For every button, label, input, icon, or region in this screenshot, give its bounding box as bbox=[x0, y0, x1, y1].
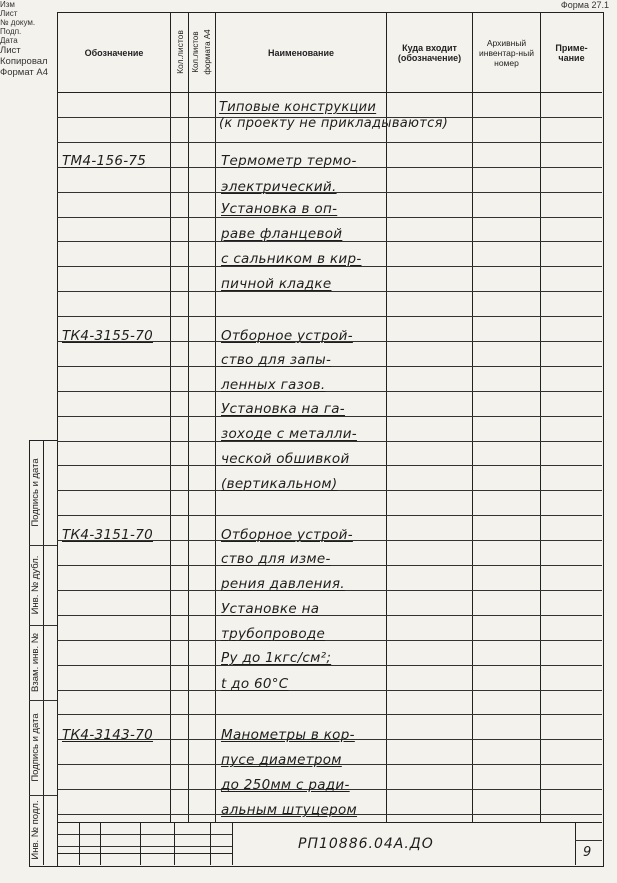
row-rule bbox=[57, 690, 602, 691]
entry-4-line-3: до 250мм с ради- bbox=[221, 777, 350, 793]
row-rule bbox=[57, 515, 602, 516]
row-rule bbox=[57, 391, 602, 392]
entry-1-line-4: раве фланцевой bbox=[221, 226, 343, 242]
sheet-number: 9 bbox=[583, 845, 592, 860]
section-title-line-1: Типовые конструкции bbox=[219, 100, 377, 115]
entry-3-line-3: рения давления. bbox=[221, 576, 345, 592]
tb-col-sign: Подп. bbox=[0, 27, 22, 36]
tb-col-sheet: Лист bbox=[0, 9, 18, 18]
entry-1-line-6: пичной кладке bbox=[221, 276, 332, 292]
entry-3-line-5: трубопроводе bbox=[221, 626, 326, 642]
entry-2-line-3: ленных газов. bbox=[221, 377, 326, 393]
header-destination: Куда входит (обозначение) bbox=[397, 43, 462, 63]
header-designation: Обозначение bbox=[84, 48, 144, 58]
entry-1-line-5: с сальником в кир- bbox=[221, 251, 362, 267]
col-line-3 bbox=[215, 12, 216, 822]
entry-2-line-5: зоходе с металли- bbox=[221, 426, 357, 442]
header-archive: Архивный инвентар-ный номер bbox=[479, 38, 534, 68]
tb-col-docnum: № докум. bbox=[0, 18, 36, 27]
entry-code-2: ТК4-3155-70 bbox=[62, 328, 153, 344]
entry-2-line-1: Отборное устрой- bbox=[221, 328, 353, 344]
row-rule bbox=[57, 142, 602, 143]
side-label-replace-inv: Взам. инв. № bbox=[30, 633, 41, 692]
doc-code: РП10886.04А.ДО bbox=[298, 836, 434, 852]
sheet-label: Лист bbox=[0, 45, 21, 56]
header-rule bbox=[57, 92, 602, 93]
entry-2-line-4: Установка на га- bbox=[221, 401, 345, 417]
entry-code-1: ТМ4-156-75 bbox=[62, 153, 147, 169]
footer-format: Формат А4 bbox=[0, 67, 49, 78]
side-label-sign-date-1: Подпись и дата bbox=[30, 458, 41, 527]
side-label-orig-inv: Инв. № подл. bbox=[30, 800, 41, 860]
side-label-sign-date-2: Подпись и дата bbox=[30, 713, 41, 782]
row-rule bbox=[57, 714, 602, 715]
entry-4-line-2: пусе диаметром bbox=[221, 752, 342, 768]
entry-3-line-1: Отборное устрой- bbox=[221, 527, 353, 543]
header-sheets-count: Кол.листов bbox=[175, 30, 185, 74]
header-a4-format: Кол.листов формата А4 bbox=[191, 29, 212, 75]
entry-1-line-1: Термометр термо- bbox=[221, 153, 357, 169]
form-label: Форма 27.1 bbox=[560, 0, 609, 10]
header-note: Приме-чание bbox=[555, 43, 588, 63]
entry-2-line-2: ство для запы- bbox=[221, 352, 332, 368]
entry-4-line-4: альным штуцером bbox=[221, 802, 358, 818]
side-strip-divider bbox=[43, 440, 44, 865]
header-name: Наименование bbox=[267, 48, 335, 58]
entry-2-line-6: ческой обшивкой bbox=[221, 451, 350, 467]
row-rule bbox=[57, 640, 602, 641]
col-line-1 bbox=[170, 12, 171, 822]
entry-3-line-7: t до 60°С bbox=[221, 676, 289, 692]
title-block-top bbox=[57, 822, 602, 823]
row-rule bbox=[57, 217, 602, 218]
entry-4-line-1: Манометры в кор- bbox=[221, 727, 355, 743]
tb-col-date: Дата bbox=[0, 36, 18, 45]
entry-3-line-2: ство для изме- bbox=[221, 551, 331, 567]
entry-3-line-4: Установке на bbox=[221, 601, 320, 617]
entry-code-4: ТК4-3143-70 bbox=[62, 727, 153, 743]
tb-col-change: Изм bbox=[0, 0, 15, 9]
row-rule bbox=[57, 615, 602, 616]
entry-1-line-2: электрический. bbox=[221, 179, 337, 195]
section-title-line-2: (к проекту не прикладываются) bbox=[219, 116, 449, 131]
col-line-2 bbox=[188, 12, 189, 822]
col-line-5 bbox=[472, 12, 473, 822]
entry-code-3: ТК4-3151-70 bbox=[62, 527, 153, 543]
side-label-dup-inv: Инв. № дубл. bbox=[30, 555, 41, 615]
col-line-6 bbox=[540, 12, 541, 822]
entry-2-line-7: (вертикальном) bbox=[221, 476, 338, 492]
entry-3-line-6: Ру до 1кгс/см²; bbox=[221, 650, 332, 666]
entry-1-line-3: Установка в оп- bbox=[221, 201, 338, 217]
row-rule bbox=[57, 316, 602, 317]
footer-copied: Копировал bbox=[0, 56, 48, 67]
col-line-4 bbox=[386, 12, 387, 822]
